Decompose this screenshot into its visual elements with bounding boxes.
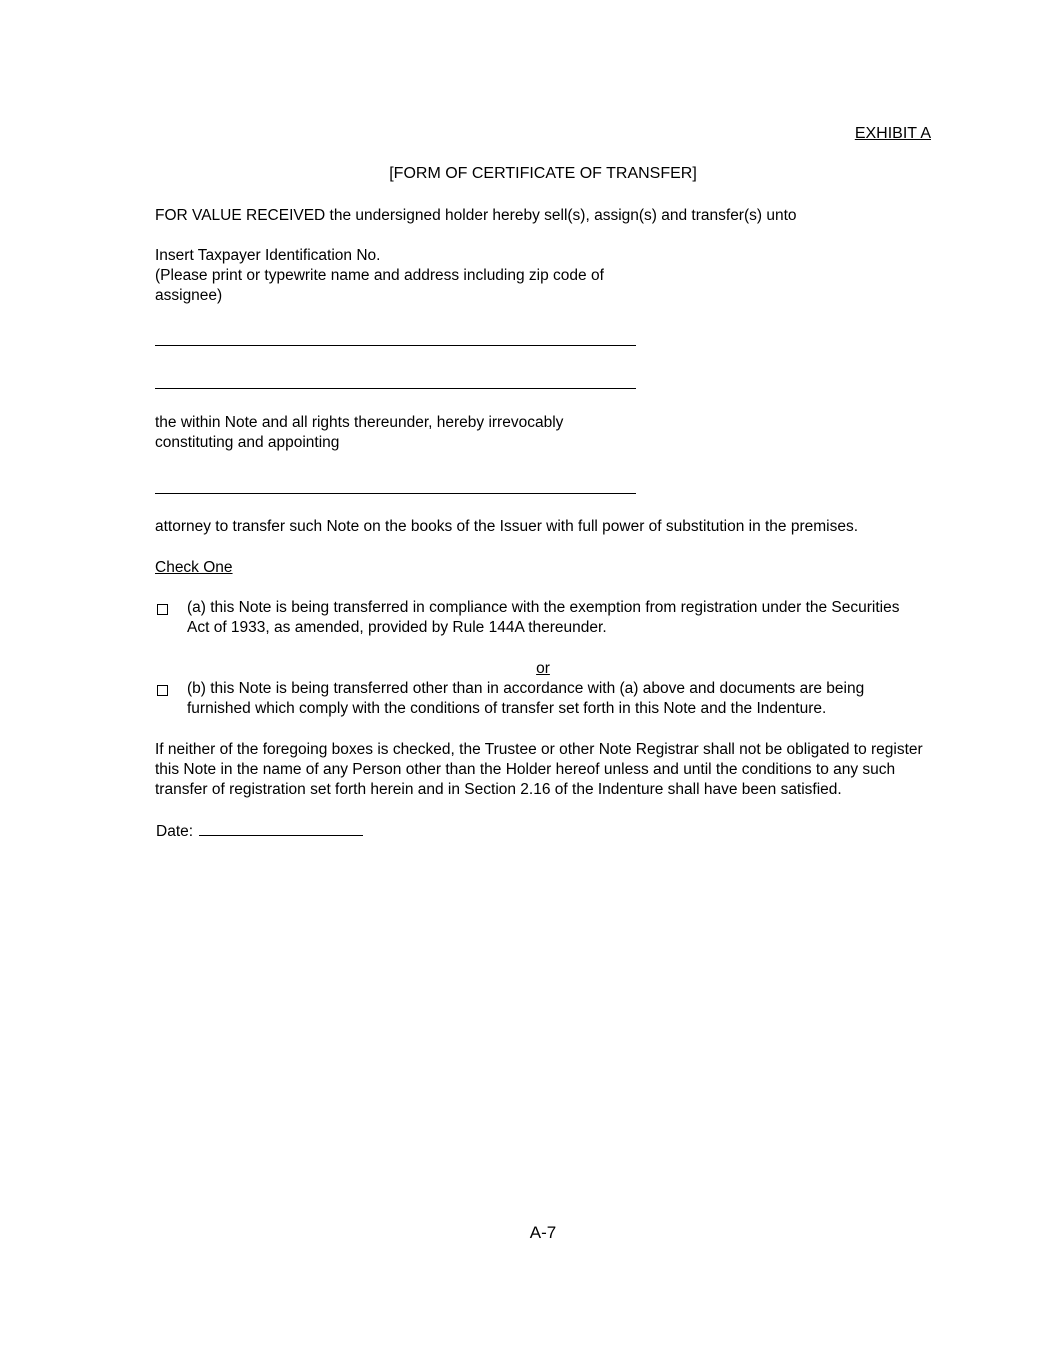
neither-checked-line-1: If neither of the foregoing boxes is checked, the Trustee or other Note Registrar shall not be obligated to register [155,741,923,758]
option-b-line-2: furnished which comply with the conditions of transfer set forth in this Note and the Indenture. [187,700,827,717]
attorney-name-line[interactable] [155,493,636,494]
date-label: Date: [156,823,194,840]
neither-checked-line-3: transfer of registration set forth herein and in Section 2.16 of the Indenture shall have been satisfied. [155,781,842,798]
option-b-checkbox[interactable] [157,685,168,696]
or-separator: or [536,660,550,677]
within-note-line-2: constituting and appointing [155,434,340,451]
attorney-text: attorney to transfer such Note on the books of the Issuer with full power of substitution in the premises. [155,518,859,535]
print-instruction-line-2: assignee) [155,287,223,304]
exhibit-label: EXHIBIT A [854,125,931,142]
intro-text: FOR VALUE RECEIVED the undersigned holder hereby sell(s), assign(s) and transfer(s) unto [155,207,797,224]
option-a-line-1: (a) this Note is being transferred in compliance with the exemption from registration under the Securities [187,599,900,616]
option-a-line-2: Act of 1933, as amended, provided by Rule 144A thereunder. [187,619,607,636]
assignee-signature-line-2[interactable] [155,388,636,389]
neither-checked-line-2: this Note in the name of any Person other than the Holder hereof unless and until the conditions to any such [155,761,896,778]
date-input-line[interactable] [199,821,363,836]
option-b-line-1: (b) this Note is being transferred other than in accordance with (a) above and documents are being [187,680,865,697]
form-title: [FORM OF CERTIFICATE OF TRANSFER] [389,165,697,182]
page-number: A-7 [529,1223,557,1242]
date-row [156,821,363,842]
within-note-line-1: the within Note and all rights thereunder, hereby irrevocably [155,414,564,431]
assignee-signature-line-1[interactable] [155,345,636,346]
option-a-checkbox[interactable] [157,604,168,615]
taxpayer-id-label: Insert Taxpayer Identification No. [155,247,381,264]
check-one-heading: Check One [155,559,233,576]
print-instruction-line-1: (Please print or typewrite name and address including zip code of [155,267,604,284]
